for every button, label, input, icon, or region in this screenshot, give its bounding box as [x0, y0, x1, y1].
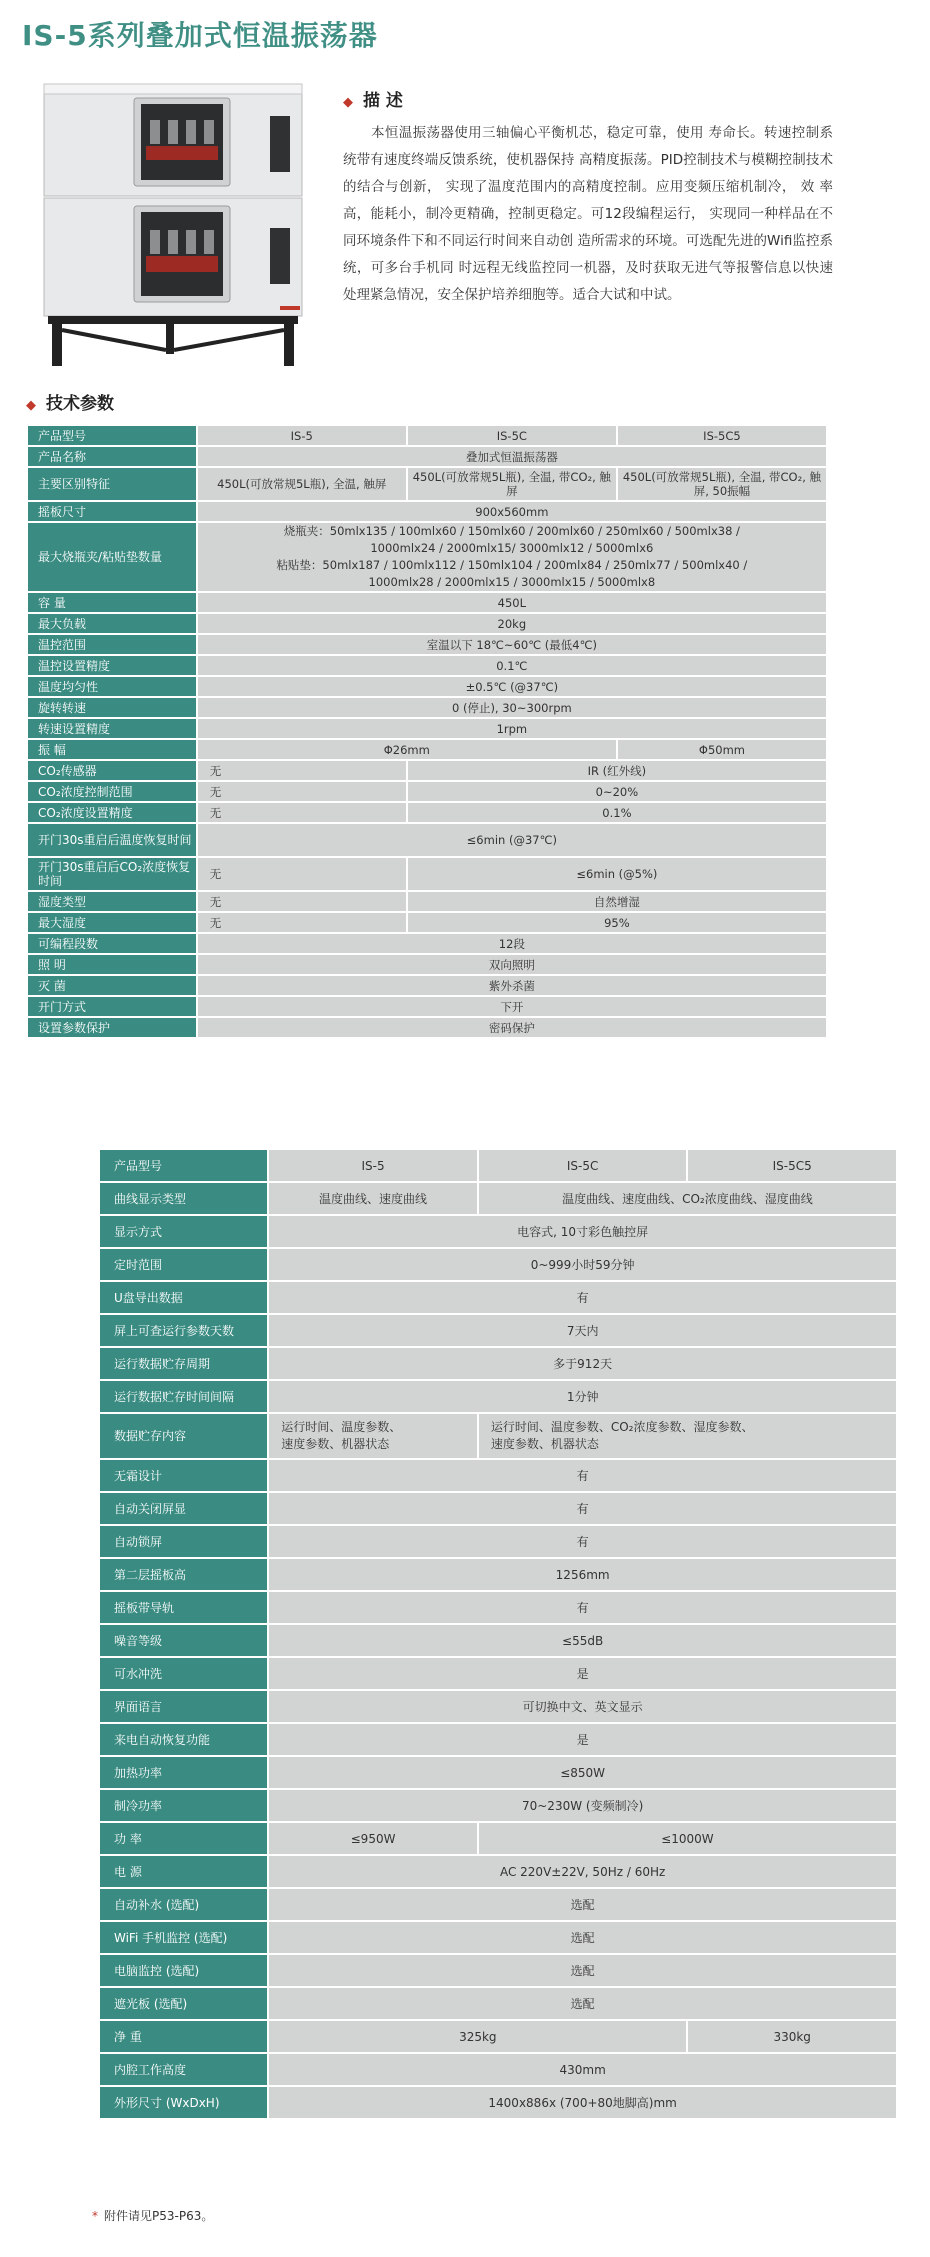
value-cell: ≤1000W [479, 1823, 896, 1854]
model-cell: IS-5C5 [688, 1150, 896, 1181]
row-label: 噪音等级 [100, 1625, 267, 1656]
row-label: 可水冲洗 [100, 1658, 267, 1689]
table-row [100, 1790, 896, 1821]
value-cell: Φ50mm [618, 740, 826, 759]
model-cell: IS-5C5 [618, 426, 826, 445]
value-cell: 0~20% [408, 782, 826, 801]
value-cell: AC 220V±22V, 50Hz / 60Hz [269, 1856, 896, 1887]
table-row [100, 1724, 896, 1755]
value-cell: 电容式, 10寸彩色触控屏 [269, 1216, 896, 1247]
row-label: 曲线显示类型 [100, 1183, 267, 1214]
table-row [100, 1282, 896, 1313]
row-label: 制冷功率 [100, 1790, 267, 1821]
row-label: 最大湿度 [28, 913, 196, 932]
footnote-text: 附件请见P53-P63。 [104, 2209, 214, 2223]
specs-heading-label: 技术参数 [46, 394, 114, 414]
table-row [28, 934, 826, 953]
value-cell: 20kg [198, 614, 826, 633]
table-row [28, 719, 826, 738]
specs-heading [26, 389, 114, 414]
row-label: 开门30s重启后温度恢复时间 [28, 824, 196, 856]
row-label: 自动锁屏 [100, 1526, 267, 1557]
row-label: 自动关闭屏显 [100, 1493, 267, 1524]
row-label: 加热功率 [100, 1757, 267, 1788]
value-cell: 双向照明 [198, 955, 826, 974]
table-row [100, 1315, 896, 1346]
value-cell: 温度曲线、速度曲线 [269, 1183, 477, 1214]
table-row [28, 824, 826, 856]
row-label: 设置参数保护 [28, 1018, 196, 1037]
value-cell [479, 1414, 896, 1458]
value-cell: 无 [198, 782, 406, 801]
table-row [100, 2087, 896, 2118]
row-label: 产品名称 [28, 447, 196, 466]
value-cell: Φ26mm [198, 740, 616, 759]
table-row [28, 656, 826, 675]
value-cell: 有 [269, 1282, 896, 1313]
table-row [100, 1526, 896, 1557]
value-cell: 0.1% [408, 803, 826, 822]
row-label: 第二层摇板高 [100, 1559, 267, 1590]
table-row [28, 955, 826, 974]
row-label: WiFi 手机监控 (选配) [100, 1922, 267, 1953]
content-line: 速度参数、机器状态 [281, 1437, 390, 1451]
table-row [28, 523, 826, 591]
row-label: 数据贮存内容 [100, 1414, 267, 1458]
value-cell: ≤6min (@37℃) [198, 824, 826, 856]
value-cell: 1400x886x (700+80地脚高)mm [269, 2087, 896, 2118]
value-cell: 450L(可放常规5L瓶), 全温, 带CO₂, 触屏, 50振幅 [618, 468, 826, 500]
value-cell: 无 [198, 803, 406, 822]
table-row [100, 1658, 896, 1689]
row-label: 来电自动恢复功能 [100, 1724, 267, 1755]
row-label: 转速设置精度 [28, 719, 196, 738]
table-row [28, 614, 826, 633]
value-cell [269, 1414, 477, 1458]
row-label: 显示方式 [100, 1216, 267, 1247]
value-cell: 有 [269, 1526, 896, 1557]
value-cell: 下开 [198, 997, 826, 1016]
value-cell: 叠加式恒温振荡器 [198, 447, 826, 466]
row-label: 运行数据贮存时间间隔 [100, 1381, 267, 1412]
value-cell: 325kg [269, 2021, 686, 2052]
row-label: 运行数据贮存周期 [100, 1348, 267, 1379]
row-label: 产品型号 [100, 1150, 267, 1181]
table-row [28, 635, 826, 654]
value-cell: 0~999小时59分钟 [269, 1249, 896, 1280]
row-label: 摇板带导轨 [100, 1592, 267, 1623]
table-row [100, 1183, 896, 1214]
value-cell: 选配 [269, 1922, 896, 1953]
table-row [100, 1559, 896, 1590]
table-row [28, 468, 826, 500]
value-cell: 是 [269, 1724, 896, 1755]
content-line: 运行时间、温度参数、 [281, 1420, 402, 1434]
value-cell: 无 [198, 892, 406, 911]
row-label: 照 明 [28, 955, 196, 974]
table-row [28, 858, 826, 890]
row-label: 最大负载 [28, 614, 196, 633]
flask-line: 烧瓶夹：50mlx135 / 100mlx60 / 150mlx60 / 200mlx60 / 250mlx60 / 500mlx38 / [283, 524, 740, 538]
pad-line: 粘贴垫：50mlx187 / 100mlx112 / 150mlx104 / 200mlx84 / 250mlx77 / 500mlx40 / [276, 558, 748, 572]
value-cell: 450L [198, 593, 826, 612]
row-label: 湿度类型 [28, 892, 196, 911]
row-label: 主要区别特征 [28, 468, 196, 500]
value-cell: ≤850W [269, 1757, 896, 1788]
model-cell: IS-5C [479, 1150, 687, 1181]
table-row [28, 803, 826, 822]
value-cell: 紫外杀菌 [198, 976, 826, 995]
value-cell: 450L(可放常规5L瓶), 全温, 触屏 [198, 468, 406, 500]
row-label: 容 量 [28, 593, 196, 612]
table-row [100, 1922, 896, 1953]
table-row [100, 1216, 896, 1247]
table-row [100, 1955, 896, 1986]
row-label: CO₂传感器 [28, 761, 196, 780]
table-row [100, 1625, 896, 1656]
row-label: 摇板尺寸 [28, 502, 196, 521]
description-heading-label: 描 述 [363, 91, 403, 111]
table-row [100, 1414, 896, 1458]
value-cell: 450L(可放常规5L瓶), 全温, 带CO₂, 触屏 [408, 468, 616, 500]
value-cell: 0.1℃ [198, 656, 826, 675]
model-cell: IS-5 [269, 1150, 477, 1181]
content-line: 速度参数、机器状态 [490, 1437, 599, 1451]
value-cell: 无 [198, 913, 406, 932]
value-cell: 0 (停止), 30~300rpm [198, 698, 826, 717]
shaker-product-image [38, 80, 308, 370]
description-heading [343, 86, 403, 111]
row-label: 屏上可查运行参数天数 [100, 1315, 267, 1346]
value-cell: 有 [269, 1460, 896, 1491]
value-cell: 1rpm [198, 719, 826, 738]
table-row [100, 1493, 896, 1524]
row-label: 温度均匀性 [28, 677, 196, 696]
table-row [100, 1460, 896, 1491]
value-cell: 可切换中文、英文显示 [269, 1691, 896, 1722]
row-label: 界面语言 [100, 1691, 267, 1722]
row-label: 遮光板 (选配) [100, 1988, 267, 2019]
row-label: 功 率 [100, 1823, 267, 1854]
row-label: 电 源 [100, 1856, 267, 1887]
table-row [28, 677, 826, 696]
asterisk-icon: * [92, 2209, 98, 2223]
spec-table-2 [98, 1148, 898, 2120]
table-row [28, 447, 826, 466]
row-label: 产品型号 [28, 426, 196, 445]
row-label: 最大烧瓶夹/粘贴垫数量 [28, 523, 196, 591]
table-row [28, 1018, 826, 1037]
table-row [100, 1348, 896, 1379]
table-row [100, 1381, 896, 1412]
row-label: 净 重 [100, 2021, 267, 2052]
value-cell: 1分钟 [269, 1381, 896, 1412]
value-cell: 选配 [269, 1955, 896, 1986]
table-row [100, 1592, 896, 1623]
table-row [28, 976, 826, 995]
table-row [28, 740, 826, 759]
row-label: 振 幅 [28, 740, 196, 759]
value-cell: 是 [269, 1658, 896, 1689]
value-cell: 无 [198, 761, 406, 780]
table-row [100, 1691, 896, 1722]
row-label: 电脑监控 (选配) [100, 1955, 267, 1986]
spec-table-1 [26, 424, 828, 1039]
table-row [28, 913, 826, 932]
table-row [28, 502, 826, 521]
table-row [28, 997, 826, 1016]
row-label: 内腔工作高度 [100, 2054, 267, 2085]
row-label: U盘导出数据 [100, 1282, 267, 1313]
description-text: 本恒温振荡器使用三轴偏心平衡机芯，稳定可靠，使用 寿命长。转速控制系统带有速度终端反馈系统，使机器保持 高精度振荡。PID控制技术与模糊控制技术的结合与创新， 实现了温度范围内的高精度控制。应用变频压缩机制冷， 效 率高，能耗小，制冷更精确，控制更稳定。可12段编程运行， 实现同一种样品在不同环境条件下和不同运行时间来自动创 造所需求的环境。可选配先进的Wifi监控系统，可多台手机同 时远程无线监控同一机器，及时获取无进气等报警信息以快速 处理紧急情况，安全保护培养细胞等。适合大试和中试。 [343, 125, 833, 303]
pad-line: 1000mlx28 / 2000mlx15 / 3000mlx15 / 5000mlx8 [368, 575, 656, 589]
diamond-icon: ◆ [343, 95, 353, 110]
value-cell: ≤55dB [269, 1625, 896, 1656]
row-label: CO₂浓度设置精度 [28, 803, 196, 822]
row-label: 定时范围 [100, 1249, 267, 1280]
value-cell: 密码保护 [198, 1018, 826, 1037]
table-row [100, 1988, 896, 2019]
table-row [28, 698, 826, 717]
value-cell: 330kg [688, 2021, 896, 2052]
table-row [100, 1856, 896, 1887]
table-row [100, 2021, 896, 2052]
value-cell: 多于912天 [269, 1348, 896, 1379]
value-cell: 选配 [269, 1889, 896, 1920]
row-label: CO₂浓度控制范围 [28, 782, 196, 801]
table-row [100, 1889, 896, 1920]
value-cell: 室温以下 18℃~60℃ (最低4℃) [198, 635, 826, 654]
table-row [100, 2054, 896, 2085]
content-line: 运行时间、温度参数、CO₂浓度参数、湿度参数、 [490, 1420, 754, 1434]
value-cell: 无 [198, 858, 406, 890]
value-cell: 1256mm [269, 1559, 896, 1590]
page-title: IS-5系列叠加式恒温振荡器 [22, 19, 378, 52]
table-row [100, 1249, 896, 1280]
table-row [28, 892, 826, 911]
footnote [92, 2207, 213, 2224]
table-row [28, 761, 826, 780]
model-cell: IS-5C [408, 426, 616, 445]
row-label: 开门方式 [28, 997, 196, 1016]
table-row [28, 426, 826, 445]
table-row [28, 593, 826, 612]
value-cell: 12段 [198, 934, 826, 953]
row-label: 温控设置精度 [28, 656, 196, 675]
row-label: 旋转转速 [28, 698, 196, 717]
table-row [100, 1757, 896, 1788]
value-cell: 有 [269, 1493, 896, 1524]
table-row [28, 782, 826, 801]
row-label: 灭 菌 [28, 976, 196, 995]
value-cell: ≤950W [269, 1823, 477, 1854]
flask-line: 1000mlx24 / 2000mlx15/ 3000mlx12 / 5000mlx6 [370, 541, 654, 555]
value-cell: 95% [408, 913, 826, 932]
value-cell: IR (红外线) [408, 761, 826, 780]
table-row [100, 1150, 896, 1181]
row-label: 开门30s重启后CO₂浓度恢复时间 [28, 858, 196, 890]
value-cell: ≤6min (@5%) [408, 858, 826, 890]
model-cell: IS-5 [198, 426, 406, 445]
row-label: 无霜设计 [100, 1460, 267, 1491]
value-cell: 有 [269, 1592, 896, 1623]
row-label: 自动补水 (选配) [100, 1889, 267, 1920]
diamond-icon: ◆ [26, 398, 36, 413]
table-row [100, 1823, 896, 1854]
row-label: 可编程段数 [28, 934, 196, 953]
value-cell: 选配 [269, 1988, 896, 2019]
value-cell: 900x560mm [198, 502, 826, 521]
row-label: 温控范围 [28, 635, 196, 654]
value-cell: ±0.5℃ (@37℃) [198, 677, 826, 696]
value-cell: 自然增湿 [408, 892, 826, 911]
row-label: 外形尺寸 (WxDxH) [100, 2087, 267, 2118]
value-cell: 温度曲线、速度曲线、CO₂浓度曲线、湿度曲线 [479, 1183, 896, 1214]
value-cell: 7天内 [269, 1315, 896, 1346]
value-cell: 70~230W (变频制冷) [269, 1790, 896, 1821]
value-cell [198, 523, 826, 591]
value-cell: 430mm [269, 2054, 896, 2085]
